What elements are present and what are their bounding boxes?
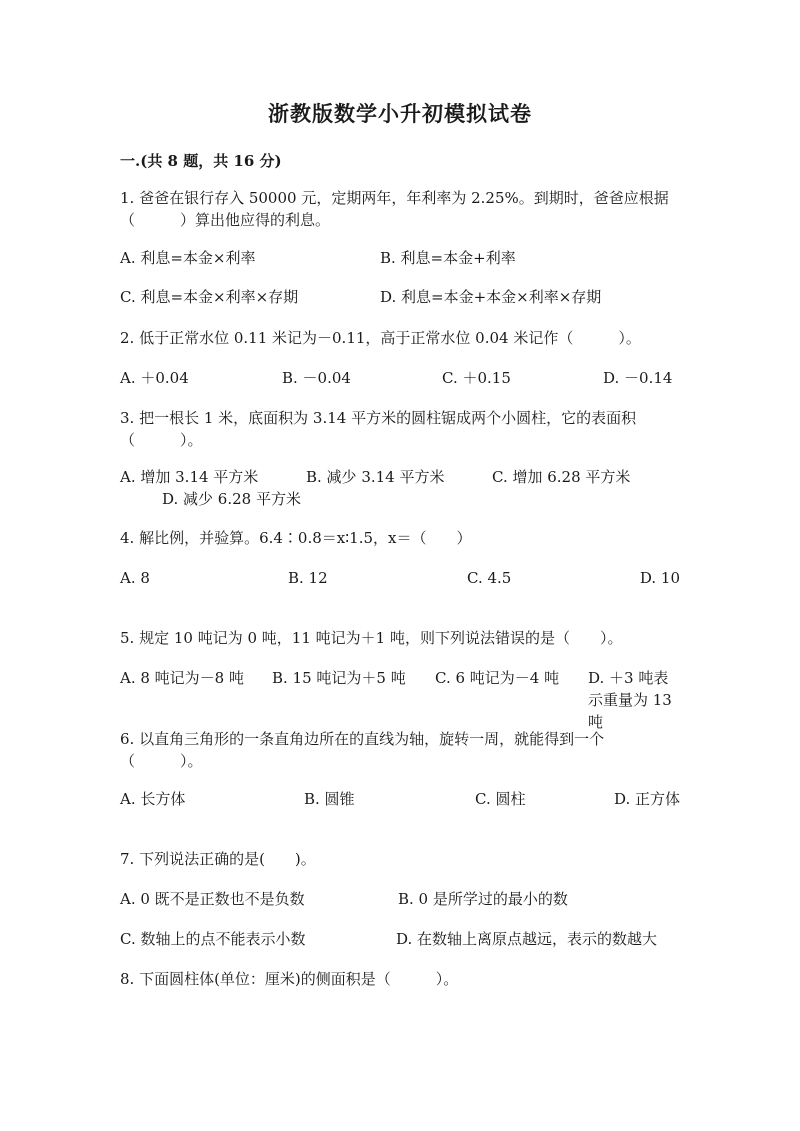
question-5-option-c: C. 6 吨记为－4 吨: [435, 669, 560, 687]
question-3-option-c: C. 增加 6.28 平方米: [492, 468, 631, 486]
question-6-option-c: C. 圆柱: [475, 790, 526, 808]
question-2-option-c: C. ＋0.15: [442, 369, 511, 387]
question-1-option-c: C. 利息=本金×利率×存期: [120, 288, 299, 306]
question-7-option-b: B. 0 是所学过的最小的数: [398, 890, 568, 908]
question-8-stem: 8. 下面圆柱体(单位：厘米)的侧面积是（ ）。: [120, 970, 459, 988]
question-3-option-a: A. 增加 3.14 平方米: [120, 468, 259, 486]
question-7-option-c: C. 数轴上的点不能表示小数: [120, 930, 306, 948]
question-2-option-a: A. ＋0.04: [120, 369, 189, 387]
question-3-option-d: D. 减少 6.28 平方米: [162, 490, 301, 508]
question-4-stem: 4. 解比例，并验算。6.4∶0.8＝x∶1.5，x＝（ ）: [120, 529, 472, 547]
question-4-option-b: B. 12: [288, 569, 328, 587]
question-4-option-c: C. 4.5: [467, 569, 512, 587]
question-4-option-d: D. 10: [639, 569, 680, 587]
question-6-option-d: D. 正方体: [613, 790, 680, 808]
question-5-stem: 5. 规定 10 吨记为 0 吨，11 吨记为＋1 吨，则下列说法错误的是（ ）。: [120, 629, 623, 647]
question-5-option-b: B. 15 吨记为＋5 吨: [272, 669, 406, 687]
question-1-option-b: B. 利息=本金+利率: [380, 249, 516, 267]
question-6-stem: 6. 以直角三角形的一条直角边所在的直线为轴，旋转一周，就能得到一个（ ）。: [120, 730, 605, 770]
question-2-option-b: B. －0.04: [282, 369, 351, 387]
question-7-option-d: D. 在数轴上离原点越远，表示的数越大: [396, 930, 658, 948]
question-5-option-a: A. 8 吨记为－8 吨: [120, 669, 244, 687]
question-7-stem: 7. 下列说法正确的是( )。: [120, 850, 316, 868]
question-2-option-d: D. －0.14: [603, 369, 673, 387]
question-3-stem: 3. 把一根长 1 米，底面积为 3.14 平方米的圆柱锯成两个小圆柱，它的表面积（ ）。: [120, 409, 637, 449]
question-1-option-a: A. 利息=本金×利率: [120, 249, 256, 267]
section-heading: 一.(共 8 题，共 16 分): [120, 152, 282, 170]
question-1-stem: 1. 爸爸在银行存入 50000 元，定期两年，年利率为 2.25%。到期时，爸爸应根据（ ）算出他应得的利息。: [120, 189, 669, 229]
question-6-option-a: A. 长方体: [120, 790, 186, 808]
page-title: 浙教版数学小升初模拟试卷: [268, 101, 532, 126]
question-2-stem: 2. 低于正常水位 0.11 米记为－0.11，高于正常水位 0.04 米记作（ ）。: [120, 329, 641, 347]
question-6-option-b: B. 圆锥: [304, 790, 355, 808]
question-3-option-b: B. 减少 3.14 平方米: [306, 468, 445, 486]
question-7-option-a: A. 0 既不是正数也不是负数: [120, 890, 305, 908]
question-4-option-a: A. 8: [120, 569, 150, 587]
question-5-option-d: D. ＋3 吨表示重量为 13 吨: [588, 669, 672, 731]
question-1-option-d: D. 利息=本金+本金×利率×存期: [380, 288, 602, 306]
